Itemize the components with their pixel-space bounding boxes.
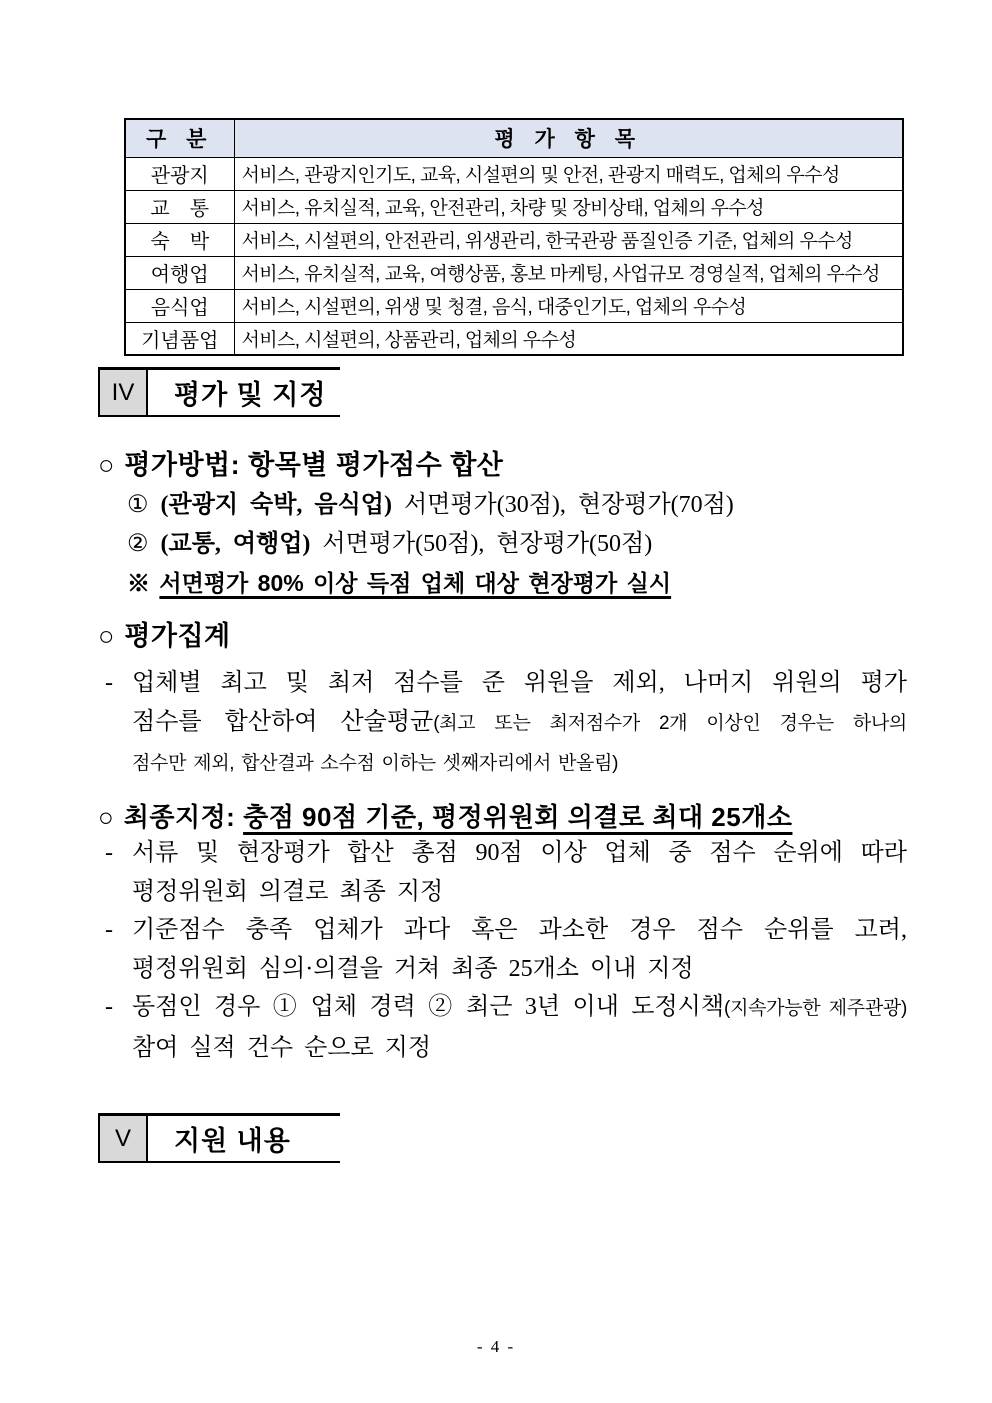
row-items: 서비스, 유치실적, 교육, 여행상품, 홍보 마케팅, 사업규모 경영실적, 업체의 우수성: [234, 256, 903, 289]
heading-text: 최종지정:: [123, 802, 244, 832]
paragraph-line: 서류 및 현장평가 합산 총점 90점 이상 업체 중 점수 순위에 따라: [132, 840, 907, 866]
paragraph-line: [132, 703, 907, 744]
circle-bullet: ○: [98, 621, 115, 651]
dash-body: [132, 664, 907, 784]
dash-body: [132, 834, 907, 911]
final-designation-list: [105, 834, 907, 1067]
row-category: 기념품업: [125, 322, 234, 355]
reference-mark: ※: [127, 570, 160, 596]
row-category: 여행업: [125, 256, 234, 289]
evaluation-criteria-table: [124, 118, 904, 356]
table-row: [125, 190, 903, 223]
row-category: 숙 박: [125, 223, 234, 256]
section-title: 지원 내용: [174, 1126, 291, 1156]
heading-text: 평가방법: 항목별 평가점수 합산: [124, 450, 504, 480]
row-category: 관광지: [125, 157, 234, 190]
row-items: 서비스, 유치실적, 교육, 안전관리, 차량 및 장비상태, 업체의 우수성: [234, 190, 903, 223]
parenthetical-small-text: (최고 또는 최저점수가 2개 이상인 경우는 하나의: [433, 712, 907, 734]
section-numeral-badge: IV: [98, 370, 148, 415]
bullet-heading-final-designation: [98, 800, 792, 835]
dash-marker: -: [105, 840, 113, 866]
paragraph-line: [132, 743, 907, 784]
item-rest-text: 서면평가(30점), 현장평가(70점): [391, 492, 734, 518]
heading-underlined-text: 충점 90점 기준, 평정위원회 의결로 최대 25개소: [243, 802, 793, 832]
table-row: [125, 289, 903, 322]
dash-marker: -: [105, 917, 113, 943]
section-header-evaluation-designation: [98, 367, 340, 417]
heading-text: 평가집계: [124, 621, 231, 651]
dash-item: [105, 988, 907, 1067]
table-row: [125, 157, 903, 190]
table-header-row: [125, 119, 903, 157]
dash-item: [105, 664, 907, 784]
paragraph-line: 기준점수 충족 업체가 과다 혹은 과소한 경우 점수 순위를 고려,: [132, 917, 907, 943]
circled-number: ①: [127, 492, 161, 518]
row-items: 서비스, 관광지인기도, 교육, 시설편의 및 안전, 관광지 매력도, 업체의 우수성: [234, 157, 903, 190]
section-header-support-contents: [98, 1113, 340, 1163]
bullet-heading-evaluation-method: [98, 448, 503, 482]
serif-text: 점수를 합산하여 산술평균: [132, 708, 434, 735]
section-title: 평가 및 지정: [174, 380, 327, 410]
section-numeral-badge: V: [98, 1116, 148, 1161]
dash-marker: -: [105, 994, 113, 1020]
row-items: 서비스, 시설편의, 상품관리, 업체의 우수성: [234, 322, 903, 355]
parenthetical-small-text: (지속가능한 제주관광): [724, 998, 907, 1019]
paragraph-line: [132, 988, 907, 1029]
table-row: [125, 256, 903, 289]
dash-body: [132, 988, 907, 1067]
serif-text: 동점인 경우 ① 업체 경력 ② 최근 3년 이내 도정시책: [132, 994, 725, 1020]
circle-bullet: ○: [98, 803, 114, 832]
list-item-2: [127, 525, 734, 564]
page-number: - 4 -: [476, 1337, 516, 1356]
paragraph-line: 평정위원회 의결로 최종 지정: [132, 878, 444, 905]
dash-item: [105, 911, 907, 988]
item-bold-text: (관광지 숙박, 음식업): [160, 492, 392, 518]
paragraph-line: 업체별 최고 및 최저 점수를 준 위원을 제외, 나머지 위원의 평가: [132, 670, 907, 696]
score-tally-paragraph: [105, 664, 907, 784]
list-item-1: [127, 486, 734, 525]
row-items: 서비스, 시설편의, 위생 및 청결, 음식, 대중인기도, 업체의 우수성: [234, 289, 903, 322]
note-item: [127, 564, 734, 603]
dash-body: [132, 911, 907, 988]
table-header-items: 평 가 항 목: [234, 119, 903, 157]
table-header-category: 구 분: [125, 119, 234, 157]
item-rest-text: 서면평가(50점), 현장평가(50점): [310, 531, 653, 557]
row-items: 서비스, 시설편의, 안전관리, 위생관리, 한국관광 품질인증 기준, 업체의 우수성: [234, 223, 903, 256]
paragraph-line: 평정위원회 심의·의결을 거쳐 최종 25개소 이내 지정: [132, 955, 694, 982]
table-row: [125, 223, 903, 256]
paragraph-line: 참여 실적 건수 순으로 지정: [132, 1034, 432, 1061]
circled-number: ②: [127, 531, 161, 557]
table-row: [125, 322, 903, 355]
evaluation-method-list: [127, 486, 734, 603]
circle-bullet: ○: [98, 450, 115, 480]
note-underlined-text: 서면평가 80% 이상 득점 업체 대상 현장평가 실시: [159, 570, 672, 596]
bullet-heading-score-tally: [98, 619, 231, 653]
dash-item: [105, 834, 907, 911]
row-category: 음식업: [125, 289, 234, 322]
item-bold-text: (교통, 여행업): [160, 531, 311, 557]
parenthetical-small-text: 점수만 제외, 합산결과 소수점 이하는 셋째자리에서 반올림): [132, 753, 619, 774]
dash-marker: -: [105, 670, 113, 696]
row-category: 교 통: [125, 190, 234, 223]
